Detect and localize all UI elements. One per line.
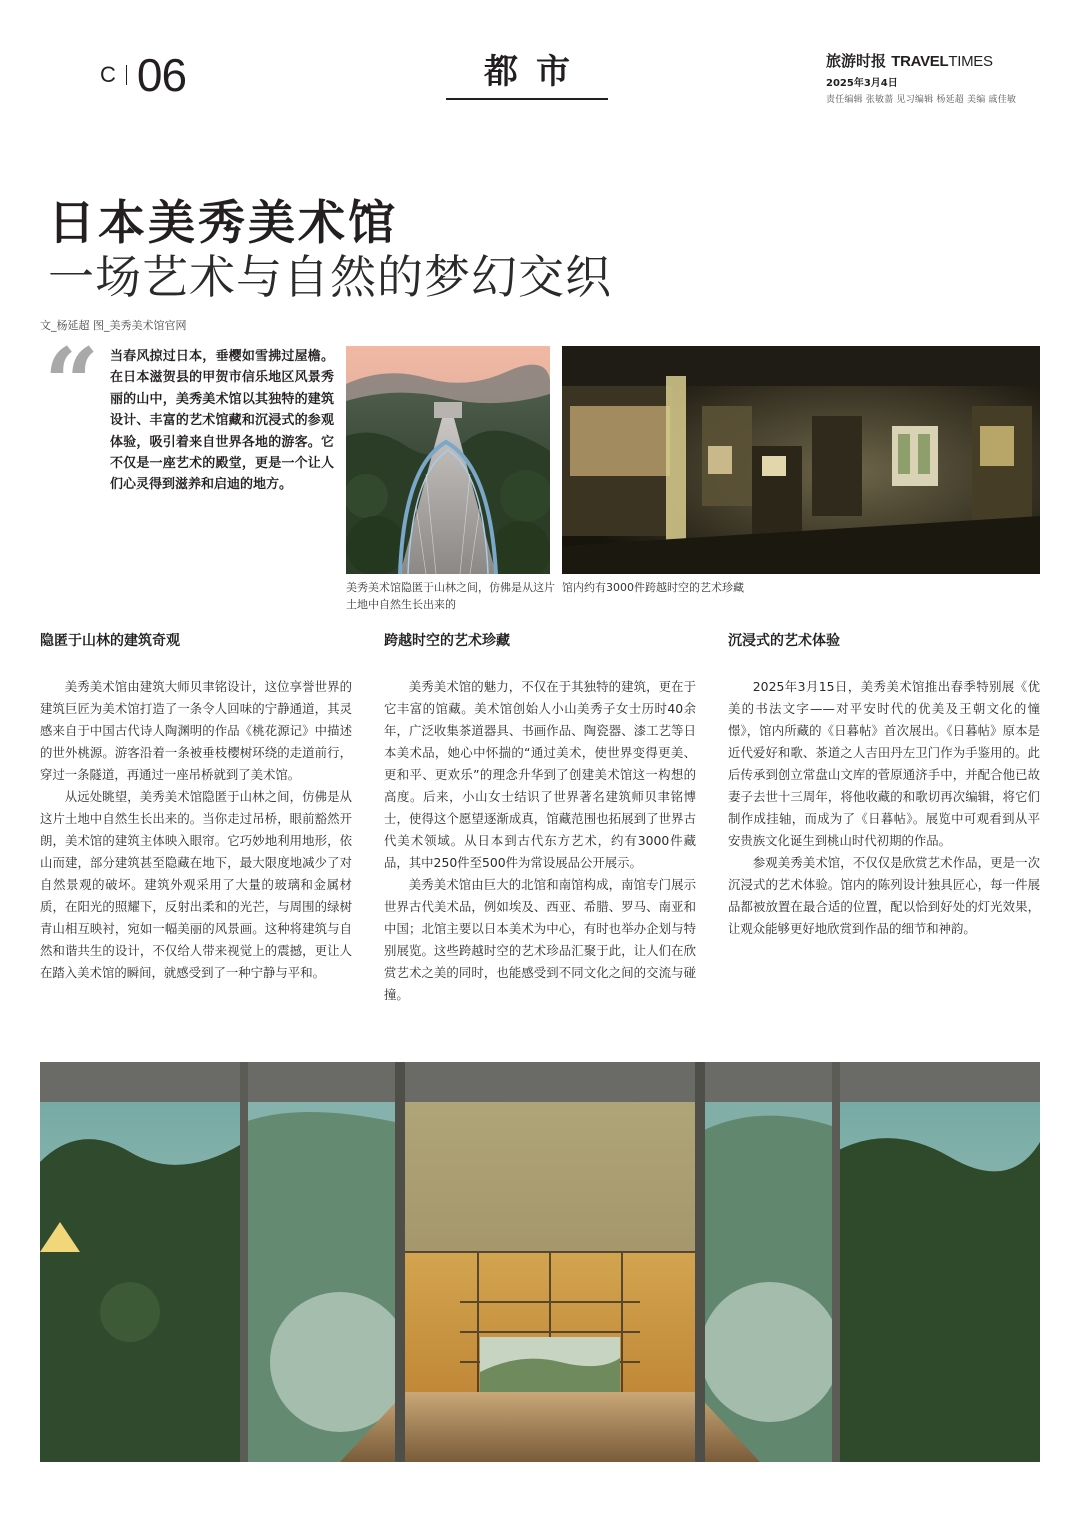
article-subtitle: 一场艺术与自然的梦幻交织 [48, 250, 612, 304]
editor-credits: 责任编辑 张敏蔷 见习编辑 杨延超 美编 戚佳敏 [826, 95, 1017, 105]
entrance-photo [40, 1062, 1040, 1462]
bridge-photo-icon [346, 346, 550, 574]
paragraph: 美秀美术馆的魅力，不仅在于其独特的建筑，更在于它丰富的馆藏。美术馆创始人小山美秀子女士历时40余年，广泛收集茶道器具、书画作品、陶瓷器、漆工艺等日本美术品，她心中怀揣的“通过美术，使世界变得更美、更和平、更欢乐”的理念升华到了创建美术馆这一构想的高度。后来，小山女士结识了世界著名建筑师贝聿铭博士，使得这个愿望逐渐成真，馆藏范围也拓展到了世界古代美术领域。从日本到古代东方艺术，约有3000件藏品，其中250件至500件为常设展品公开展示。 [384, 679, 696, 870]
gallery-photo-caption: 馆内约有3000件跨越时空的艺术珍藏 [562, 581, 744, 594]
section-title: 都市 [484, 52, 588, 92]
section-letter: C [100, 62, 118, 87]
paragraph: 从远处眺望，美秀美术馆隐匿于山林之间，仿佛是从这片土地中自然生长出来的。当你走过吊桥，眼前豁然开朗，美术馆的建筑主体映入眼帘。它巧妙地利用地形，依山而建，部分建筑甚至隐藏在地下，最大限度地减少了对自然景观的破坏。建筑外观采用了大量的玻璃和金属材质，在阳光的照耀下，反射出柔和的光芒，与周围的绿树青山相互映衬，宛如一幅美丽的风景画。这种将建筑与自然和谐共生的设计，不仅给人带来视觉上的震撼，更让人在踏入美术馆的瞬间，就感受到了一种宁静与平和。 [40, 789, 352, 980]
paragraph: 2025年3月15日，美秀美术馆推出春季特别展《优美的书法文字——对平安时代的优美及王朝文化的憧憬》，馆内所藏的《日暮帖》首次展出。《日暮帖》原本是近代爱好和歌、茶道之人吉田丹左卫门作为手鉴用的。此后传承到创立常盘山文库的菅原通济手中，并配合他已故妻子去世十三周年，将他收藏的和歌切再次编辑，将它们制作成挂轴，而成为了《日暮帖》。展览中可观看到从平安贵族文化诞生到桃山时代初期的作品。 [728, 679, 1040, 848]
issue-date: 2025年3月4日 [826, 78, 898, 89]
byline: 文_杨延超 图_美秀美术馆官网 [40, 319, 187, 332]
bridge-photo-caption: 美秀美术馆隐匿于山林之间，仿佛是从这片土地中自然生长出来的 [346, 581, 555, 611]
column-body [728, 676, 1040, 940]
page-number-block [100, 50, 186, 100]
quote-mark-icon: “ [44, 327, 100, 440]
header-divider [126, 65, 127, 85]
lead-paragraph: 当春风掠过日本，垂樱如雪拂过屋檐。在日本滋贺县的甲贺市信乐地区风景秀丽的山中，美秀美术馆以其独特的建筑设计、丰富的艺术馆藏和沉浸式的参观体验，吸引着来自世界各地的游客。它不仅是一座艺术的殿堂，更是一个让人们心灵得到滋养和启迪的地方。 [110, 349, 334, 493]
column-body [40, 676, 352, 984]
paragraph: 参观美秀美术馆，不仅仅是欣赏艺术作品，更是一次沉浸式的艺术体验。馆内的陈列设计独具匠心，每一件展品都被放置在最合适的位置，配以恰到好处的灯光效果，让观众能够更好地欣赏到作品的细节和神韵。 [728, 855, 1040, 936]
page-number: 06 [136, 49, 187, 101]
paper-name-cn: 旅游时报 [826, 52, 887, 70]
bridge-photo [346, 346, 550, 574]
column-heading: 沉浸式的艺术体验 [728, 633, 840, 649]
section-title-rule [446, 98, 608, 100]
column-body [384, 676, 696, 1006]
paper-name [826, 50, 1066, 71]
article-column-2 [384, 630, 696, 1006]
article-column-3 [728, 630, 1040, 940]
entrance-photo-icon [40, 1062, 1040, 1462]
column-heading: 隐匿于山林的建筑奇观 [40, 633, 180, 649]
gallery-photo [562, 346, 1040, 574]
paper-name-en-bold: TRAVEL [891, 53, 949, 70]
paragraph: 美秀美术馆由建筑大师贝聿铭设计，这位享誉世界的建筑巨匠为美术馆打造了一条令人回味的宁静通道，其灵感来自于中国古代诗人陶渊明的作品《桃花源记》中描述的世外桃源。游客沿着一条被垂枝樱树环绕的走道前行，穿过一条隧道，再通过一座吊桥就到了美术馆。 [40, 679, 352, 782]
paragraph: 美秀美术馆由巨大的北馆和南馆构成，南馆专门展示世界古代美术品，例如埃及、西亚、希腊、罗马、南亚和中国；北馆主要以日本美术为中心，有时也举办企划与特别展览。这些跨越时空的艺术珍品汇聚于此，让人们在欣赏艺术之美的同时，也能感受到不同文化之间的交流与碰撞。 [384, 877, 696, 1002]
article-title: 日本美秀美术馆 [48, 196, 398, 251]
column-heading: 跨越时空的艺术珍藏 [384, 633, 510, 649]
paper-name-en-light: TIMES [948, 53, 993, 70]
masthead [826, 50, 1066, 105]
article-column-1 [40, 630, 352, 984]
gallery-photo-icon [562, 346, 1040, 574]
